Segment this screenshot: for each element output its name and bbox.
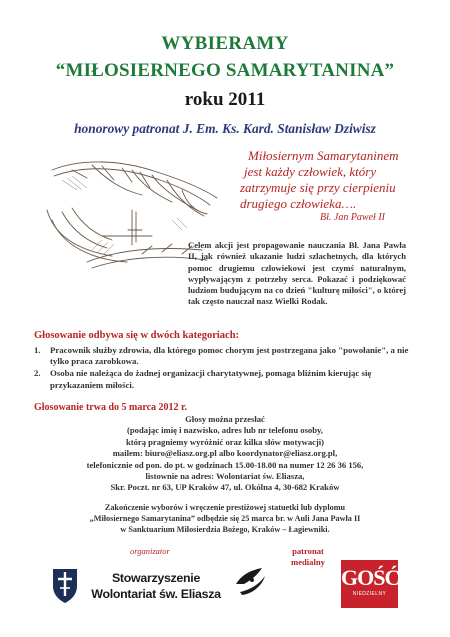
closing-line: „Miłosiernego Samarytanina” odbędzie się 25 marca br. w Auli Jana Pawła II (89, 514, 361, 524)
list-item (34, 368, 414, 390)
gosc-logo-text: GOŚĆ (341, 565, 400, 590)
media-label-line-2: medialny (291, 557, 325, 567)
media-label-line-1: patronat (292, 546, 324, 556)
organizer-name-line-2: Wolontariat św. Eliasza (91, 587, 221, 601)
patronage-line: honorowy patronat J. Em. Ks. Kard. Stanisław Dziwisz (74, 121, 376, 136)
title-line-2: “MIŁOSIERNEGO SAMARYTANINA” (55, 60, 395, 81)
submission-info (0, 414, 450, 494)
closing-line: w Sanktuarium Miłosierdzia Bożego, Kraków – Łagiewniki. (120, 525, 330, 535)
list-number: 1. (34, 345, 41, 355)
info-line: którą pragniemy wyróżnić oraz kilka słów motywacji) (125, 436, 325, 447)
info-line: listownie na adres: Wolontariat św. Eliasza, (145, 471, 305, 482)
closing-info (0, 502, 450, 536)
organizer-label: organizator (130, 546, 170, 556)
shield-cross-logo-icon (51, 566, 79, 604)
voting-header: Głosowanie odbywa się w dwóch kategoriach: (34, 330, 240, 341)
list-item-text: Pracownik służby zdrowia, dla którego pomoc chorym jest postrzegana jako "powołanie", a nie tylko praca zarobkowa. (50, 345, 409, 367)
gosc-niedzielny-logo (341, 560, 398, 608)
quote-line: drugiego człowieka…. (240, 196, 357, 211)
list-item-text: Osoba nie należąca do żadnej organizacji charytatywnej, pomaga bliźnim kierując się przykazaniem miłości. (50, 368, 372, 390)
list-item (34, 345, 414, 367)
organizer-name-line-1: Stowarzyszenie (111, 571, 201, 585)
list-number: 2. (34, 368, 41, 379)
title-line-3: roku 2011 (184, 89, 266, 110)
closing-line: Zakończenie wyborów i wręczenie prestiżowej statuetki lub dyplomu (104, 503, 346, 512)
info-line: telefonicznie od pon. do pt. w godzinach 15.00-18.00 na numer 12 26 36 156, (86, 459, 364, 470)
quote-line: Miłosiernym Samarytaninem (248, 148, 399, 163)
info-line: (podając imię i nazwisko, adres lub nr telefonu osoby, (127, 425, 323, 436)
quote-line: jest każdy człowiek, który (244, 164, 377, 179)
media-patron-label (285, 546, 331, 568)
deadline-line: Głosowanie trwa do 5 marca 2012 r. (34, 402, 188, 413)
hands-logo-icon (232, 562, 268, 598)
organizer-name (86, 570, 226, 602)
info-line: Skr. Poczt. nr 63, UP Kraków 47, ul. Okólna 4, 30-682 Kraków (110, 482, 340, 493)
quote-line: zatrzymuje się przy cierpieniu (240, 180, 396, 195)
info-line: Głosy można przesłać (185, 414, 265, 424)
category-list (34, 345, 414, 392)
gosc-logo-subtext: NIEDZIELNY (352, 591, 387, 597)
quote-author: Bł. Jan Paweł II (320, 212, 385, 223)
info-line: mailem: biuro@eliasz.org.pl albo koordynator@eliasz.org.pl, (112, 448, 338, 459)
title-line-1: WYBIERAMY (161, 33, 289, 54)
purpose-paragraph: Celem akcji jest propagowanie nauczania Bł. Jana Pawła II, jak również ukazanie ludzi szlachetnych, dla których pomoc drugiemu człowiekowi jest czymś naturalnym, wypływającym z potrzeby serca. Pokazać i podziękować ludziom budującym na co dzień "kulturę miłości", o której tak często nauczał nasz Wielki Rodak. (188, 240, 406, 307)
quote-block (240, 148, 440, 212)
